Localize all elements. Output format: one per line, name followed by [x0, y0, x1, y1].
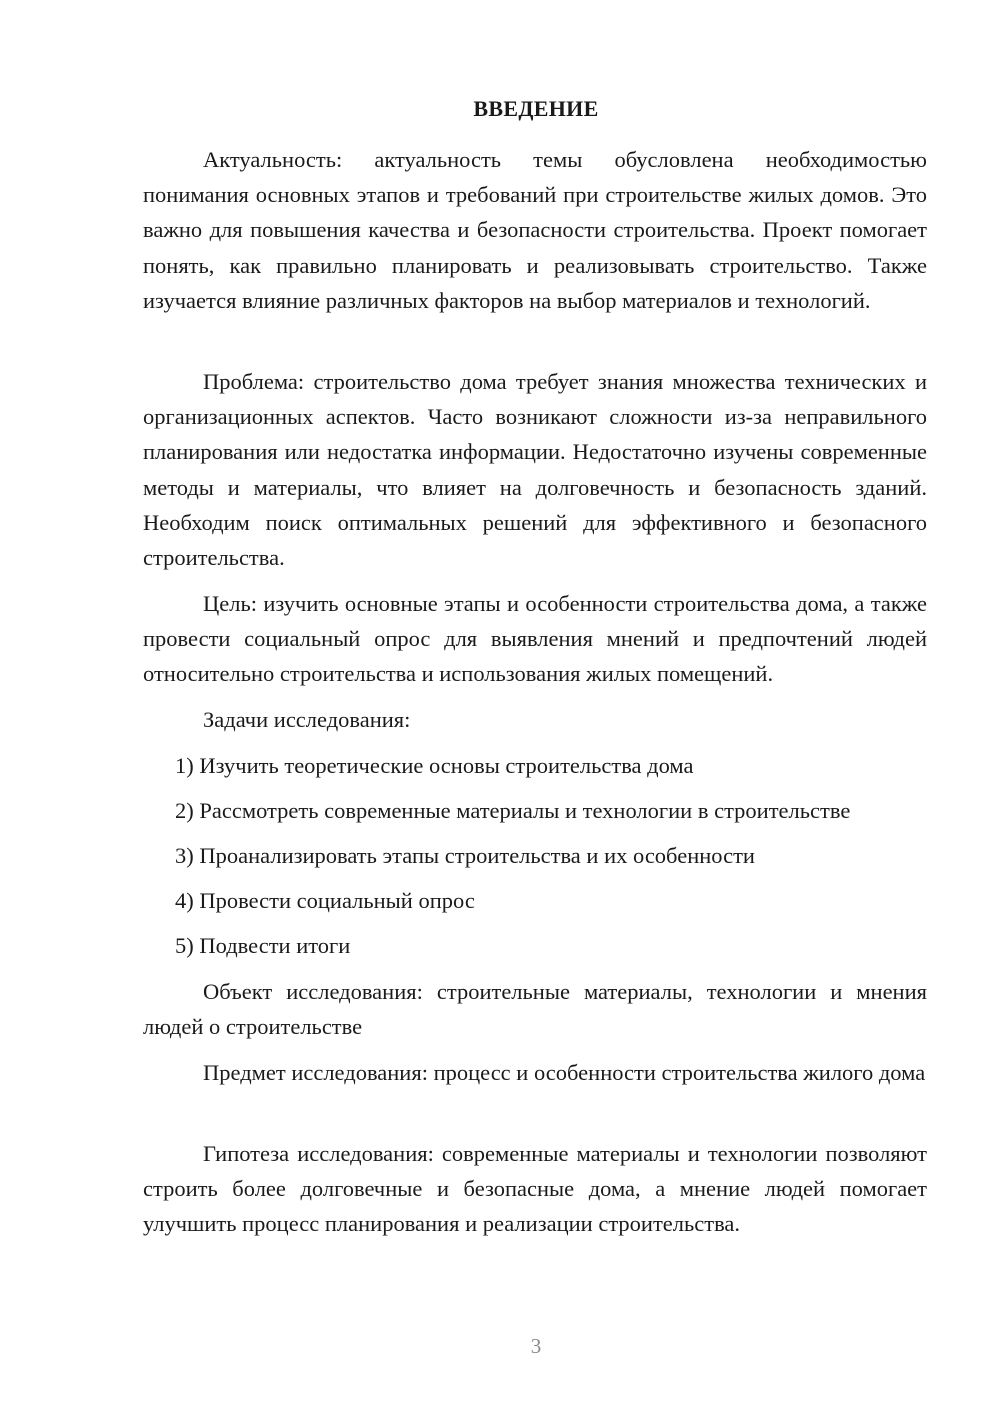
paragraph-hypothesis: Гипотеза исследования: современные материалы и технологии позволяют строить более долговечные и безопасные дома, а мнение людей помогает улучшить процесс планирования и реализации строительства.: [143, 1141, 927, 1237]
list-item-number: 1): [175, 753, 194, 778]
list-item-text: Провести социальный опрос: [199, 888, 475, 913]
list-item: [175, 928, 935, 963]
page-number: 3: [530, 1334, 542, 1358]
paragraph-subject: Предмет исследования: процесс и особенности строительства жилого дома: [203, 1060, 926, 1085]
list-item-text: Изучить теоретические основы строительства дома: [199, 753, 694, 778]
list-item: [175, 793, 935, 828]
list-item-text: Подвести итоги: [199, 933, 351, 958]
paragraph-goal: Цель: изучить основные этапы и особенности строительства дома, а также провести социальный опрос для выявления мнений и предпочтений людей относительно строительства и использования жилых помещений.: [143, 591, 927, 687]
list-item-number: 5): [175, 933, 194, 958]
list-item-text: Рассмотреть современные материалы и технологии в строительстве: [199, 798, 851, 823]
list-item-number: 2): [175, 798, 194, 823]
list-item-text: Проанализировать этапы строительства и их особенности: [199, 843, 755, 868]
section-title: ВВЕДЕНИЕ: [473, 96, 599, 121]
list-item: [175, 883, 935, 918]
list-item: [175, 748, 935, 783]
list-item-number: 3): [175, 843, 194, 868]
paragraph-object: Объект исследования: строительные материалы, технологии и мнения людей о строительстве: [143, 979, 927, 1040]
paragraph-problem: Проблема: строительство дома требует знания множества технических и организационных аспектов. Часто возникают сложности из-за неправильного планирования или недостатка информации. Недостаточно изучены современные методы и материалы, что влияет на долговечность и безопасность зданий. Необходим поиск оптимальных решений для эффективного и безопасного строительства.: [143, 369, 927, 571]
list-item-number: 4): [175, 888, 194, 913]
paragraph-relevance: Актуальность: актуальность темы обусловлена необходимостью понимания основных этапов и требований при строительстве жилых домов. Это важно для повышения качества и безопасности строительства. Проект помогает понять, как правильно планировать и реализовывать строительство. Также изучается влияние различных факторов на выбор материалов и технологий.: [143, 147, 927, 313]
list-item: [175, 838, 935, 873]
tasks-heading: Задачи исследования:: [203, 707, 411, 732]
